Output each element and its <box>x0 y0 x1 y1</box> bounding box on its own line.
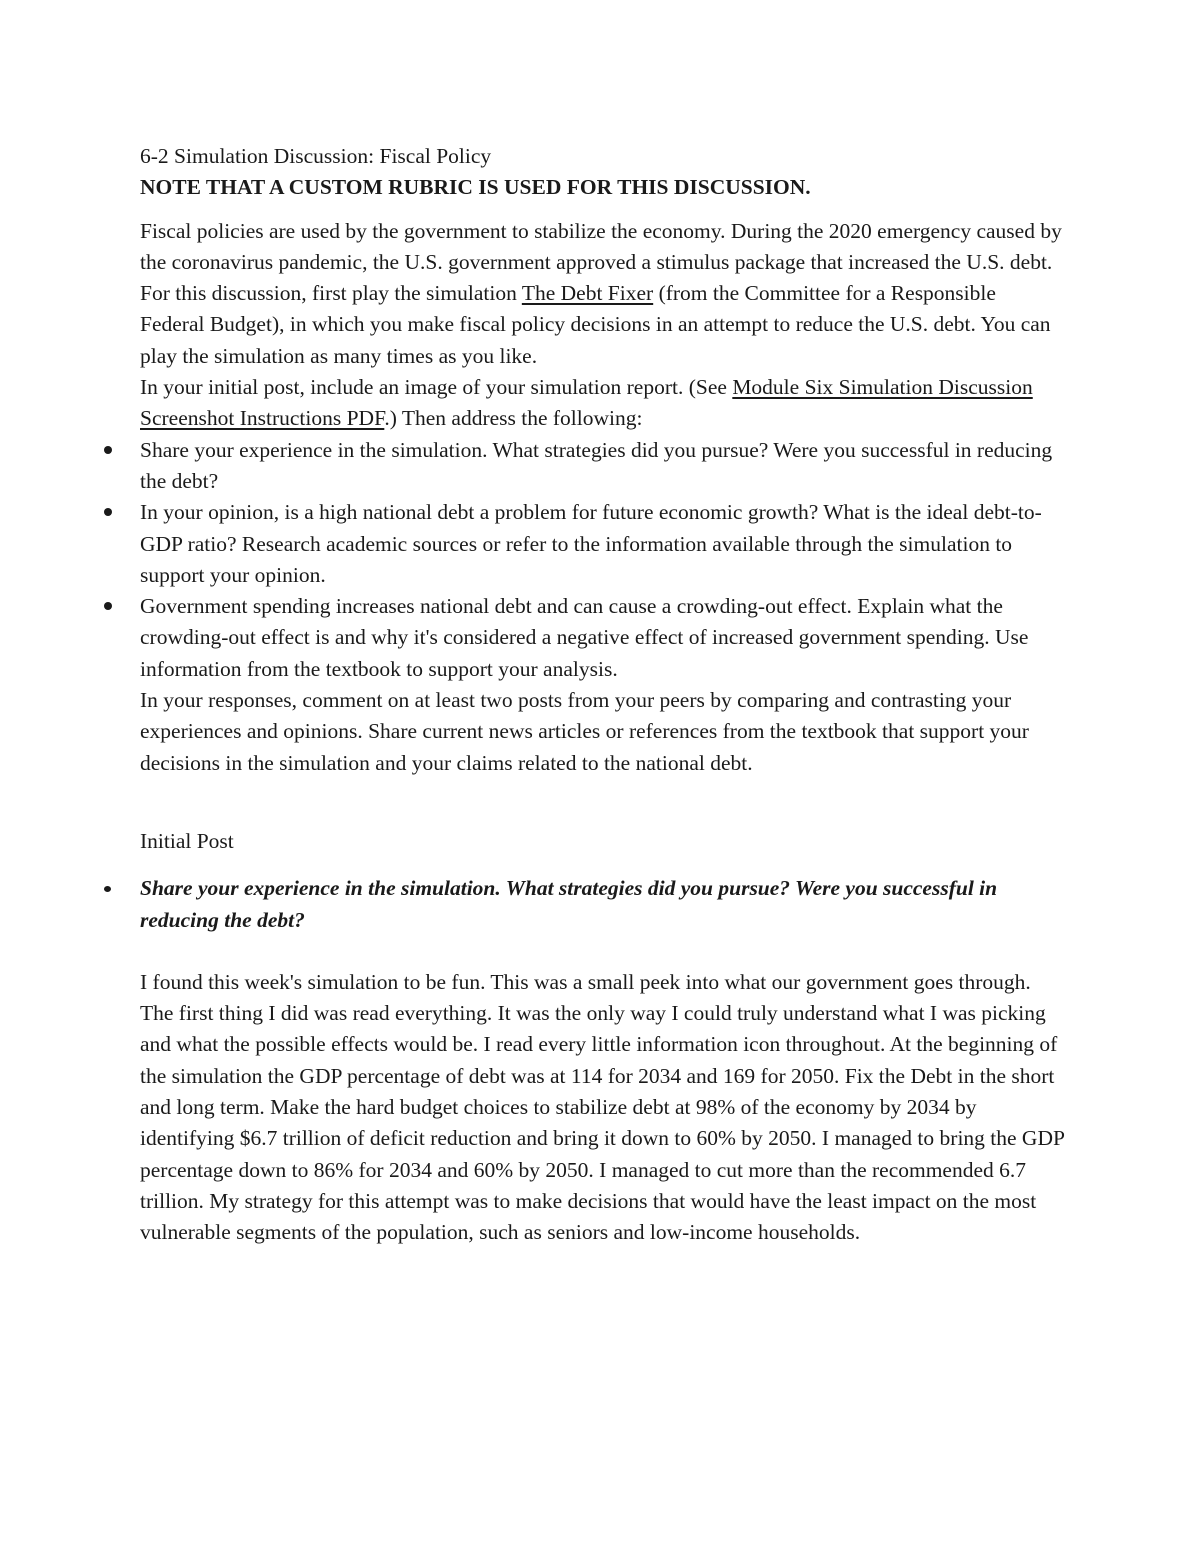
prompt-list <box>140 435 1065 685</box>
instructions-text-before-link: In your initial post, include an image of your simulation report. (See <box>140 375 733 400</box>
intro-paragraph: Fiscal policies are used by the government to stabilize the economy. During the 2020 emergency caused by the coronavirus pandemic, the U.S. government approved a stimulus package that increased the U.S. debt. <box>140 218 1062 274</box>
document-title: 6-2 Simulation Discussion: Fiscal Policy <box>140 144 492 168</box>
prompt-text: Share your experience in the simulation. What strategies did you pursue? Were you successful in reducing the debt? <box>140 437 1053 493</box>
discussion-text-after-link: (from the Committee for a Responsible Federal Budget), in which you make fiscal policy decisions in an attempt to reduce the U.S. debt. You can play the simulation as many times as you like. <box>140 281 1051 368</box>
bullet-icon <box>104 446 112 454</box>
bullet-icon <box>104 886 111 892</box>
answer-body: I found this week's simulation to be fun. This was a small peek into what our government goes through. The first thing I did was read everything. It was the only way I could truly understand what I was picking and what the possible effects would be. I read every little information icon throughout. At the beginning of the simulation the GDP percentage of debt was at 114 for 2034 and 169 for 2050. Fix the Debt in the short and long term. Make the hard budget choices to stabilize debt at 98% of the economy by 2034 by identifying $6.7 trillion of deficit reduction and bring it down to 60% by 2050. I managed to bring the GDP percentage down to 86% for 2034 and 60% by 2050. I managed to cut more than the recommended 6.7 trillion. My strategy for this attempt was to make decisions that would have the least impact on the most vulnerable segments of the population, such as seniors and low-income households. <box>140 969 1065 1245</box>
discussion-paragraph <box>140 278 1065 372</box>
debt-fixer-link[interactable]: The Debt Fixer <box>521 281 654 306</box>
discussion-text-before-link: For this discussion, first play the simulation <box>140 281 522 306</box>
responses-paragraph: In your responses, comment on at least two posts from your peers by comparing and contrasting your experiences and opinions. Share current news articles or references from the textbook that support your decisions in the simulation and your claims related to the national debt. <box>140 688 1029 775</box>
initial-post-heading: Initial Post <box>140 828 234 853</box>
initial-post-instructions <box>140 372 1065 435</box>
screenshot-instructions-link[interactable]: Module Six Simulation Discussion Screenshot Instructions PDF <box>140 375 1033 431</box>
prompt-item <box>140 497 1065 591</box>
document-body <box>140 141 1065 1249</box>
answer-question-list <box>140 873 1065 936</box>
paragraph-gap <box>140 936 1065 967</box>
bullet-icon <box>104 602 112 610</box>
instructions-text-after-link: .) Then address the following: <box>384 406 643 431</box>
prompt-item <box>140 435 1065 498</box>
answer-question-text: Share your experience in the simulation. What strategies did you pursue? Were you successful in reducing the debt? <box>140 876 998 932</box>
section-spacer <box>140 779 1065 826</box>
prompt-text: In your opinion, is a high national debt a problem for future economic growth? What is the ideal debt-to-GDP ratio? Research academic sources or refer to the information available through the simulation to support your opinion. <box>140 500 1042 587</box>
answer-question-item <box>140 873 1065 936</box>
prompt-text: Government spending increases national debt and can cause a crowding-out effect. Explain what the crowding-out effect is and why it's considered a negative effect of increased government spending. Use information from the textbook to support your analysis. <box>140 594 1029 681</box>
rubric-note: NOTE THAT A CUSTOM RUBRIC IS USED FOR THIS DISCUSSION. <box>140 175 811 200</box>
prompt-item <box>140 591 1065 685</box>
bullet-icon <box>104 508 112 516</box>
